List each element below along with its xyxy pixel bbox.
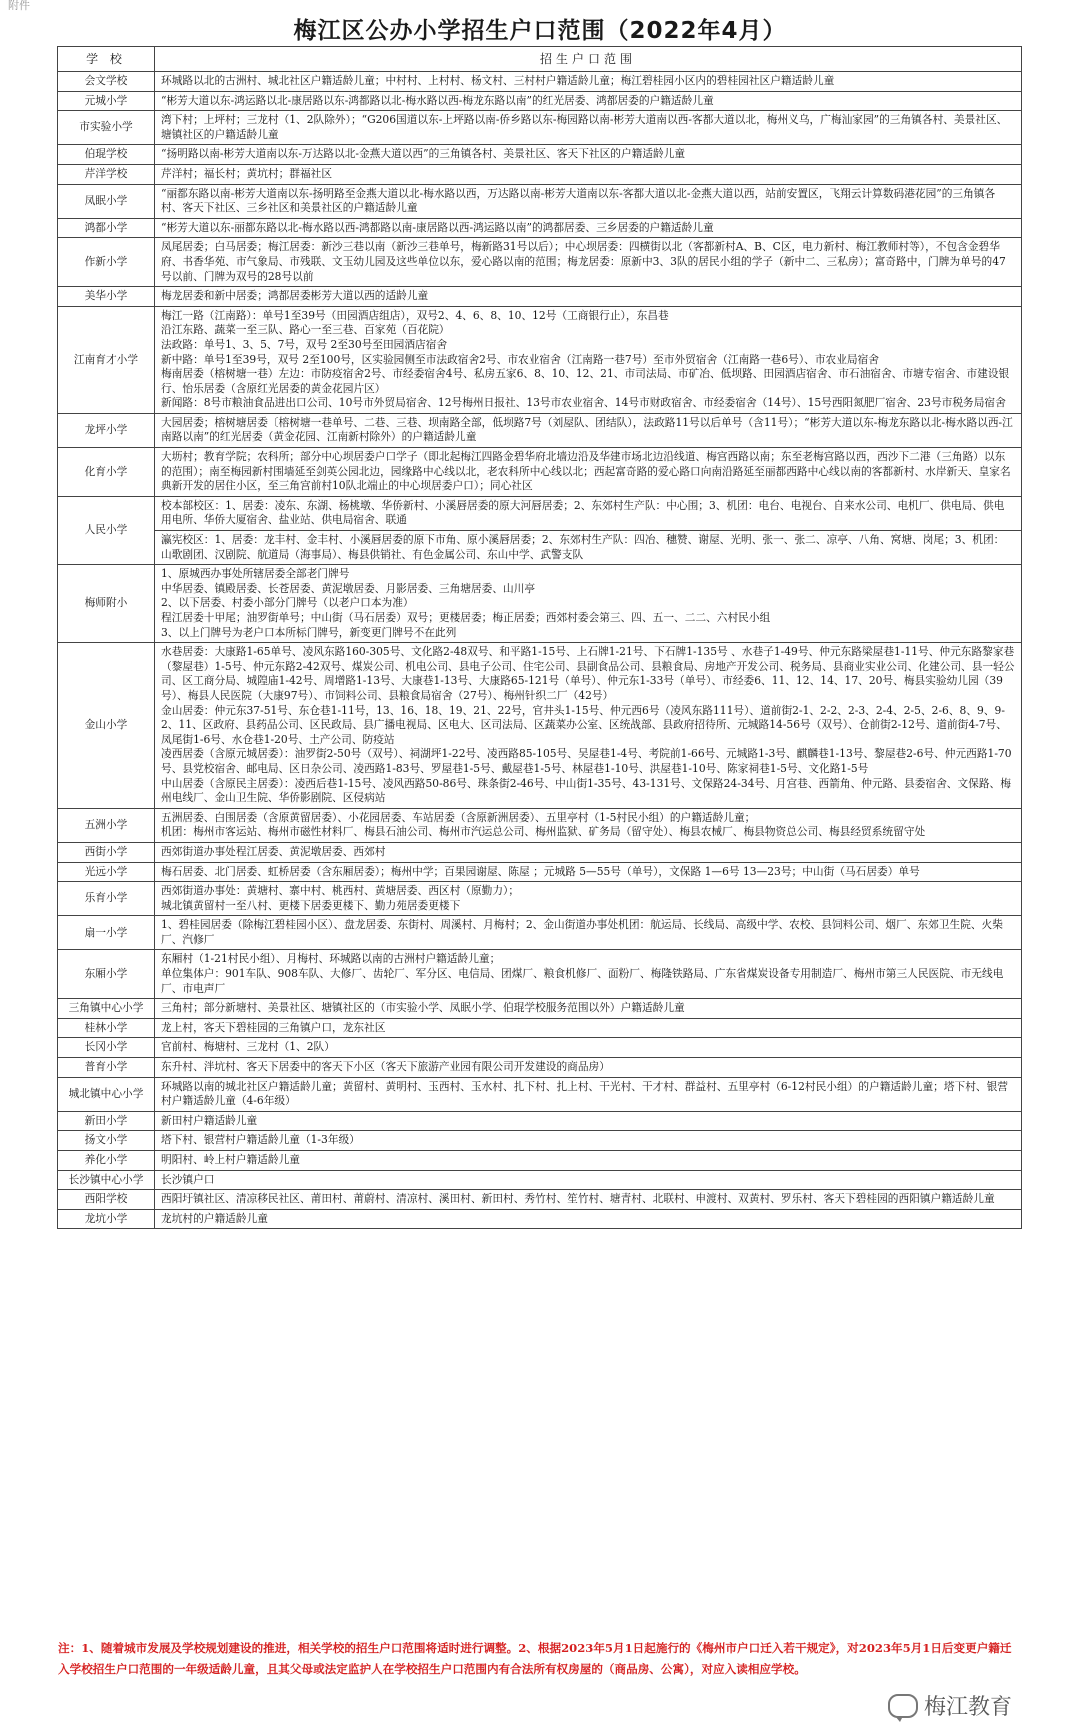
school-cell: 五洲小学	[58, 808, 155, 842]
school-cell: 新田小学	[58, 1111, 155, 1131]
range-cell	[155, 882, 1022, 916]
table-row	[58, 1131, 1022, 1151]
school-cell: 乐育小学	[58, 882, 155, 916]
range-line: 西郊街道办事处程江居委、黄泥墩居委、西郊村	[161, 844, 386, 858]
school-cell: 养化小学	[58, 1151, 155, 1171]
range-line: 中华居委、镇殿居委、长苍居委、黄泥墩居委、月影居委、三角塘居委、山川亭	[161, 581, 536, 595]
range-line: “扬明路以南-彬芳大道南以东-万达路以北-金燕大道以西”的三角镇各村、美景社区、客天下社区的户籍适龄儿童	[161, 147, 686, 161]
range-cell	[155, 999, 1022, 1019]
table-row	[58, 1111, 1022, 1131]
watermark-text: 梅江教育	[923, 1695, 1012, 1720]
range-line: 3、以上门牌号为老户口本所标门牌号，新变更门牌号不在此列	[161, 625, 457, 639]
school-cell: 金山小学	[58, 643, 155, 809]
range-line: 东厢村（1-21村民小组）、月梅村、环城路以南的古洲村户籍适龄儿童；	[161, 952, 501, 966]
range-line: 三角村；部分新塘村、美景社区、塘镇社区的（市实验小学、凤眠小学、伯琨学校服务范围以外）户籍适龄儿童	[161, 1001, 685, 1015]
range-cell	[155, 1151, 1022, 1171]
range-line: 新中路：单号1至39号，双号 2至100号，区实验园侧至市法政宿舍2号、市农业宿舍（江南路一巷7号）至市外贸宿舍（江南路一巷6号）、市农业局宿舍	[161, 352, 879, 366]
table-row	[58, 643, 1022, 809]
school-cell: 西街小学	[58, 842, 155, 862]
table-row	[58, 1018, 1022, 1038]
table-row	[58, 238, 1022, 287]
table-row	[58, 111, 1022, 145]
range-line: 五洲居委、白围居委（含原黄留居委）、小花园居委、车站居委（含原新洲居委）、五里亭村（1-5村民小组）的户籍适龄儿童；	[161, 810, 756, 824]
school-cell: 市实验小学	[58, 111, 155, 145]
range-cell	[155, 238, 1022, 287]
header-school: 学 校	[58, 47, 155, 72]
table-row	[58, 1151, 1022, 1171]
range-cell	[155, 184, 1022, 218]
range-cell	[155, 1190, 1022, 1210]
range-line: 凤尾居委；白马居委；梅江居委：新沙三巷以南（新沙三巷单号，梅新路31号以后）；中心坝居委：四横街以北（客都新村A、B、C区，电力新村、梅江教师村等），不包含金碧华府、书香华苑、市气象局、市残联、文玉幼儿园及这些单位以东，爱心路以南的范围；梅龙居委：原新中3、3队的居民小组的学子（新中二、三私房）；富奇路中，门牌为单号的47号以前、门牌为双号的28号以前	[161, 240, 1006, 283]
school-cell: 桂林小学	[58, 1018, 155, 1038]
range-cell	[155, 218, 1022, 238]
school-cell: 西阳学校	[58, 1190, 155, 1210]
school-cell: 美华小学	[58, 287, 155, 307]
chat-bubble-icon	[888, 1694, 918, 1718]
range-line: 瀛宪校区：1、居委：龙丰村、金丰村、小溪唇居委的原下市角、原小溪唇居委；2、东郊村生产队：四冶、穗赞、谢屋、光明、张一、张二、凉亭、八角、窝塘、岗尾；3、机团：山歌剧团、汉剧院、航道局（海事局）、梅县供销社、有色金属公司、东山中学、武警支队	[161, 533, 1005, 561]
school-cell: 龙坪小学	[58, 413, 155, 447]
range-line: 新闻路：8号市粮油食品进出口公司、10号市外贸局宿舍、12号梅州日报社、13号市农业宿舍、14号市财政宿舍、市经委宿舍（14号）、15号西阳氮肥厂宿舍、23号市税务局宿舍	[161, 396, 1006, 410]
table-row	[58, 1077, 1022, 1111]
school-cell: 元城小学	[58, 91, 155, 111]
range-line: 1、原城西办事处所辖居委全部老门牌号	[161, 567, 350, 581]
range-cell	[155, 1018, 1022, 1038]
range-cell	[155, 565, 1022, 643]
range-line: 城北镇黄留村一至八村、更楼下居委更楼下、勤力苑居委更楼下	[161, 898, 461, 912]
table-row	[58, 950, 1022, 999]
table-row	[58, 862, 1022, 882]
footnote-prefix: 注：1、随着城市发展及学校规划建设的推进，相关学校的招生户口范围将适时进行调整。2、根据2023年5月1日起施行的	[58, 1641, 691, 1655]
school-cell: 鸿都小学	[58, 218, 155, 238]
table-row	[58, 1190, 1022, 1210]
range-line: “丽都东路以南-彬芳大道南以东-扬明路至金燕大道以北-梅水路以西，万达路以南-彬芳大道南以东-客都大道以北-金燕大道以西，站前安置区，飞翔云计算数码港花园”的三角镇各村、客天下社区、三乡社区和美景社区的户籍适龄儿童	[161, 186, 996, 215]
footnote-doc-title: 《梅州市户口迁入若干规定》	[690, 1641, 836, 1655]
range-line: 中山居委（含原民主居委）：凌西后巷1-15号、凌风西路50-86号、珠条街2-46号、中山街1-35号、43-131号、文保路24-34号、月宫巷、西箭角、仲元路、县委宿舍、文保路、梅州电线厂、金山卫生院、华侨影剧院、区侵病站	[161, 776, 1011, 805]
range-line: 机团：梅州市客运站、梅州市磁性材料厂、梅县石油公司、梅州市汽运总公司、梅州监狱、矿务局（留守处）、梅县农械厂、梅县物资总公司、梅县经贸系统留守处	[161, 825, 926, 839]
school-cell: 化育小学	[58, 448, 155, 497]
range-line: 新田村户籍适龄儿童	[161, 1113, 258, 1127]
range-line: 明阳村、岭上村户籍适龄儿童	[161, 1153, 300, 1166]
range-cell	[155, 950, 1022, 999]
range-line: “彬芳大道以东-鸿运路以北-康居路以东-鸿都路以北-梅水路以西-梅龙东路以南”的红光居委、鸿都居委的户籍适龄儿童	[161, 93, 714, 107]
range-cell	[155, 413, 1022, 447]
range-line: 单位集体户：901车队、908车队、大修厂、齿轮厂、军分区、电信局、团煤厂、粮食机修厂、面粉厂、梅隆铁路局、广东省煤炭设备专用制造厂、梅州市第三人民医院、市无线电厂、市电声厂	[161, 967, 1004, 995]
table-row	[58, 413, 1022, 447]
school-cell: 光远小学	[58, 862, 155, 882]
school-cell: 扇一小学	[58, 916, 155, 950]
range-line: 法政路：单号1、3、5、7号，双号 2至30号至田园酒店宿舍	[161, 337, 448, 351]
range-line: 大园居委；榕树塘居委〔榕树塘一巷单号、二巷、三巷、坝南路全部，低坝路7号（刘屋队、团结队），法政路11号以后单号（含11号）；“彬芳大道以东-梅龙东路以北-梅水路以西-江南路以南”的红光居委（黄金花园、江南新村除外）的户籍适龄儿童	[161, 415, 1013, 444]
range-line: 梅石居委、北门居委、虹桥居委（含东厢居委）；梅州中学；百果园谢屋、陈屋 ；元城路 5—55号（单号），文保路 1—6号 13—23号；中山街（马石居委）单号	[161, 864, 920, 878]
range-cell	[155, 531, 1022, 565]
range-line: 东升村、泮坑村、客天下居委中的客天下小区（客天下旅游产业园有限公司开发建设的商品房）	[161, 1060, 610, 1074]
range-line: 环城路以北的古洲村、城北社区户籍适龄儿童；中村村、上村村、杨文村、三村村户籍适龄儿童；梅江碧桂园小区内的碧桂园社区户籍适龄儿童	[161, 74, 835, 87]
range-line: 西阳圩镇社区、清凉移民社区、莆田村、莆蔚村、清凉村、溪田村、新田村、秀竹村、笙竹村、塘青村、北联村、申渡村、双黄村、罗乐村、客天下碧桂园的西阳镇户籍适龄儿童	[161, 1192, 995, 1206]
school-cell: 人民小学	[58, 496, 155, 564]
range-cell	[155, 862, 1022, 882]
range-cell	[155, 1131, 1022, 1151]
table-row	[58, 531, 1022, 565]
range-line: 沿江东路、蔬菜一至三队、路心一至三巷、百家苑（百花院）	[161, 323, 450, 337]
corner-mark: 附件	[8, 0, 30, 12]
table-row	[58, 916, 1022, 950]
range-cell	[155, 111, 1022, 145]
header-range: 招生户口范围	[155, 47, 1022, 72]
range-line: 长沙镇户口	[161, 1172, 215, 1186]
school-cell: 龙坑小学	[58, 1209, 155, 1229]
footnote-suffix: ，对2023年5月1日后变更户籍迁入学校招生户口范围的一年级适龄儿童，且其父母或法定监护人在学校招生户口范围内有合法所有权房屋的（商品房、公寓），对应入读相应学校。	[58, 1641, 1012, 1676]
range-line: 梅南居委（榕树塘一巷）左边：市防疫宿舍2号、市经委宿舍4号、私房五家6、8、10、12、21、市司法局、市矿冶、低坝路、田园酒店宿舍、市石油宿舍、市塘专宿舍、市建设银行、怡乐居委（含原红光居委的黄金花园片区）	[161, 367, 1010, 395]
school-cell: 梅师附小	[58, 565, 155, 643]
table-row	[58, 287, 1022, 307]
range-cell	[155, 916, 1022, 950]
school-cell: 普育小学	[58, 1058, 155, 1078]
range-cell	[155, 91, 1022, 111]
range-cell	[155, 1170, 1022, 1190]
enrollment-table	[57, 46, 1022, 1229]
range-cell	[155, 448, 1022, 497]
range-cell	[155, 1209, 1022, 1229]
range-cell	[155, 496, 1022, 530]
range-line: 龙坑村的户籍适龄儿童	[161, 1211, 268, 1225]
range-cell	[155, 145, 1022, 165]
table-row	[58, 448, 1022, 497]
range-line: 西郊街道办事处：黄塘村、寨中村、桃西村、黄塘居委、西区村（原勤力）；	[161, 884, 520, 898]
range-line: 芹洋村；福长村；黄坑村；群福社区	[161, 166, 333, 180]
school-cell: 会文学校	[58, 72, 155, 92]
range-line: 官前村、梅塘村、三龙村（1、2队）	[161, 1040, 335, 1054]
range-cell	[155, 287, 1022, 307]
footnote	[58, 1638, 1018, 1680]
range-line: 校本部校区：1、居委：凌东、东湖、杨桃墩、华侨新村、小溪唇居委的原大河唇居委；2、东郊村生产队：中心围；3、机团：电台、电视台、自来水公司、电机厂、供电局、供电用电所、华侨大厦宿舍、盐业站、供电局宿舍、联通	[161, 498, 1005, 527]
header-row	[58, 47, 1022, 72]
table-row	[58, 306, 1022, 413]
range-line: 金山居委：仲元东37-51号、东仓巷1-11号，13、16、18、19、21、22号，官井头1-15号、仲元西6号（凌风东路111号）、道前街2-1、2-2、2-3、2-4、2-5、2-6、8、9、9-2、11、区政府、县药品公司、区民政局、县广播电视局、区电大、区司法局、区蔬菜办公室、区统战部、县政府招待所、元城路14-56号（双号）、仓前街2-12号、道前街4-7号、凤尾街1-6号、水仓巷1-20号、土产公司、防疫站	[161, 703, 1007, 746]
table-row	[58, 145, 1022, 165]
table-row	[58, 1209, 1022, 1229]
range-cell	[155, 808, 1022, 842]
range-cell	[155, 1058, 1022, 1078]
table-row	[58, 164, 1022, 184]
school-cell: 长冈小学	[58, 1038, 155, 1058]
range-line: 梅江一路（江南路）：单号1至39号（田园酒店组店），双号2、4、6、8、10、12号（工商银行止），东昌巷	[161, 308, 669, 322]
range-line: 大坜村；教育学院；农科所；部分中心坝居委户口学子（即北起梅江四路金碧华府北墙边沿及华建市场北边沿线道、梅宫西路以南；东至老梅宫路以西，西沙下二港（三角路）以东的范围）；南至梅园新村围墙延至剑英公园北边，园缘路中心线以北，老农科所中心线以北；西起富奇路的爱心路口向南沿路延至丽都西路中心线以南的客都新村、水岸新天、皇家名典新开发的居住小区，至三角宫前村10队北端止的中心坝居委户口）；同心社区	[161, 450, 1011, 493]
range-line: 凌西居委（含原元城居委）：油罗街2-50号（双号）、祠湖坪1-22号、凌西路85-105号、吴屋巷1-4号、考院前1-66号、元城路1-3号、麒麟巷1-13号、黎屋巷2-6号、仲元西路1-70号、县党校宿舍、邮电局、区日杂公司、凌西路1-83号、罗屋巷1-5号、戴屋巷1-5号、林屋巷1-10号、洪屋巷1-10号、陈家祠巷1-5号、文化路1-5号	[161, 747, 1012, 775]
range-line: 水巷居委：大康路1-65单号、凌风东路160-305号、文化路2-48双号、和平路1-15号、上石牌1-21号、下石牌1-135号 、水巷子1-49号、仲元东路梁屋巷1-11号、仲元东路黎家巷（黎屋巷）1-5号、仲元东路2-42双号、煤炭公司、机电公司、县电子公司、住宅公司、县副食品公司、县粮食局、房地产开发公司、税务局、县商业实业公司、化建公司、县一轻公司、区工商分局、城隍庙1-42号、周增路1-13号、大康巷1-13号、大康路65-121号（单号）、仲元东1-33号（单号）、市经委6、11、12、14、17、20号、梅县实验幼儿园（39号）、梅县人民医院（大康97号）、市饲料公司、县粮食局宿舍（27号）、梅州针织二厂（42号）	[161, 645, 1015, 702]
table-row	[58, 882, 1022, 916]
range-line: 2、以下居委、村委小部分门牌号（以老户口本为准）	[161, 596, 414, 610]
range-cell	[155, 643, 1022, 809]
school-cell: 东厢小学	[58, 950, 155, 999]
table-row	[58, 184, 1022, 218]
range-line: 梅龙居委和新中居委；鸿都居委彬芳大道以西的适龄儿童	[161, 289, 429, 303]
table-row	[58, 1058, 1022, 1078]
page-title: 梅江区公办小学招生户口范围（2022年4月）	[293, 18, 787, 44]
range-line: 塔下村、银营村户籍适龄儿童（1-3年级）	[161, 1133, 360, 1147]
table-row	[58, 808, 1022, 842]
range-cell	[155, 1111, 1022, 1131]
school-cell: 长沙镇中心小学	[58, 1170, 155, 1190]
table-row	[58, 999, 1022, 1019]
range-line: 1、碧桂园居委（除梅江碧桂园小区）、盘龙居委、东街村、周溪村、月梅村；2、金山街道办事处机团：航运局、长线局、高级中学、农校、县饲料公司、烟厂、东郊卫生院、火柴厂、汽修厂	[161, 918, 1003, 946]
table-row	[58, 218, 1022, 238]
range-cell	[155, 842, 1022, 862]
table-row	[58, 72, 1022, 92]
range-line: 湾下村；上坪村；三龙村（1、2队除外）；“G206国道以东-上坪路以南-侨乡路以东-梅园路以南-彬芳大道南以西-客都大道以北，梅州义乌，广梅汕家园”的三角镇各村、美景社区、塘镇社区的户籍适龄儿童	[161, 113, 1008, 141]
school-cell: 作新小学	[58, 238, 155, 287]
table-body	[58, 72, 1022, 1229]
range-cell	[155, 1038, 1022, 1058]
range-line: 环城路以南的城北社区户籍适龄儿童；黄留村、黄明村、玉西村、玉水村、扎下村、扎上村、干光村、干才村、群益村、五里亭村（6-12村民小组）的户籍适龄儿童；塔下村、银营村户籍适龄儿童（4-6年级）	[161, 1079, 1008, 1108]
table-row	[58, 565, 1022, 643]
table-row	[58, 496, 1022, 530]
range-line: 龙上村，客天下碧桂园的三角镇户口，龙东社区	[161, 1020, 386, 1034]
range-line: “彬芳大道以东-丽都东路以北-梅水路以西-鸿都路以南-康居路以西-鸿运路以南”的鸿都居委、三乡居委的户籍适龄儿童	[161, 220, 714, 234]
table-row	[58, 1170, 1022, 1190]
range-cell	[155, 164, 1022, 184]
school-cell: 城北镇中心小学	[58, 1077, 155, 1111]
school-cell: 伯琨学校	[58, 145, 155, 165]
range-cell	[155, 306, 1022, 413]
watermark	[888, 1690, 1012, 1721]
school-cell: 江南育才小学	[58, 306, 155, 413]
range-cell	[155, 1077, 1022, 1111]
range-line: 程江居委十甲尾；油罗街单号；中山街（马石居委）双号；更楼居委；梅正居委；西郊村委会第三、四、五一、二二、六村民小组	[161, 611, 771, 624]
school-cell: 芹洋学校	[58, 164, 155, 184]
table-row	[58, 91, 1022, 111]
school-cell: 三角镇中心小学	[58, 999, 155, 1019]
table-row	[58, 1038, 1022, 1058]
range-cell	[155, 72, 1022, 92]
table-row	[58, 842, 1022, 862]
school-cell: 凤眠小学	[58, 184, 155, 218]
school-cell: 扬文小学	[58, 1131, 155, 1151]
